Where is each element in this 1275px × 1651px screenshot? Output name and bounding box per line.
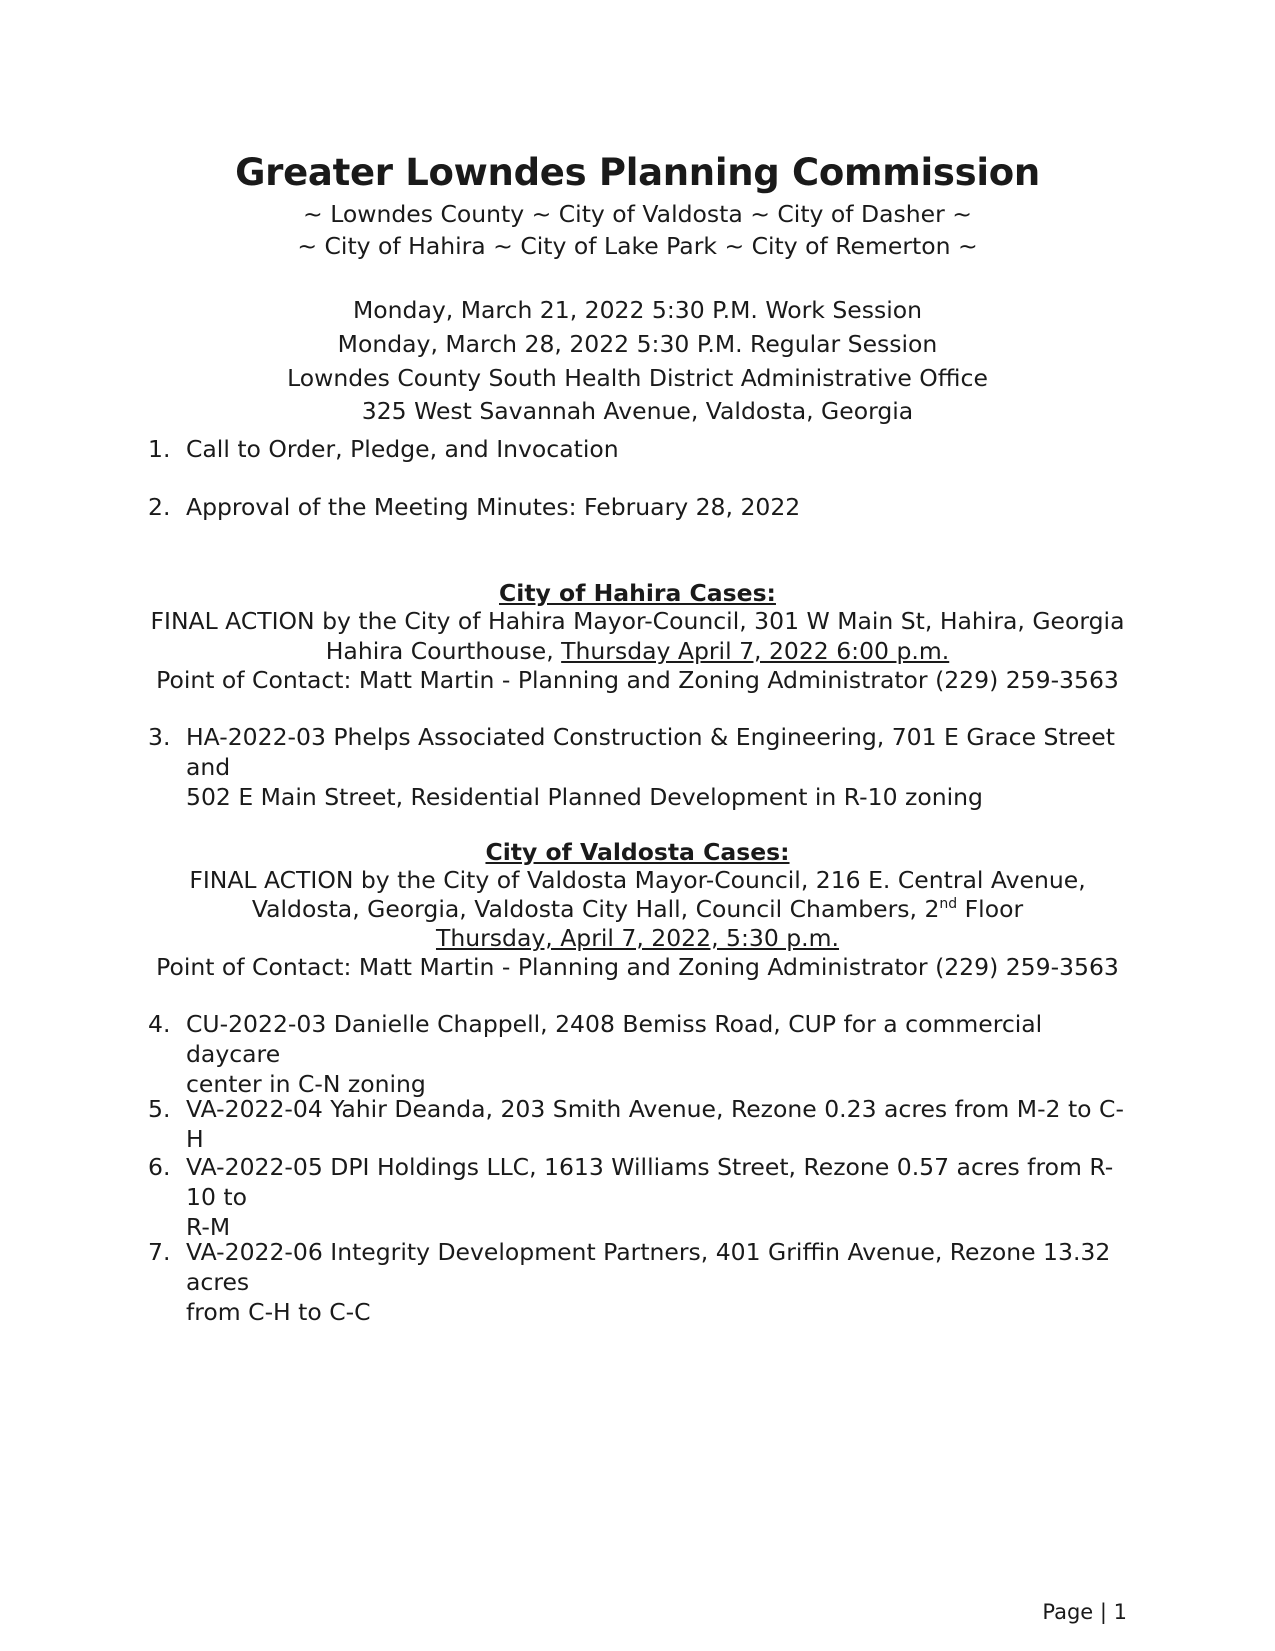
agenda-item-line-1: VA-2022-06 Integrity Development Partners, 401 Griffin Avenue, Rezone 13.32 acres — [186, 1238, 1111, 1296]
page-title: Greater Lowndes Planning Commission — [235, 151, 1040, 194]
agenda-item — [148, 722, 1138, 812]
agenda-item — [148, 1152, 1138, 1242]
valdosta-venue — [0, 894, 1275, 924]
valdosta-section-heading: City of Valdosta Cases: — [485, 838, 790, 866]
agenda-item-number: 1. — [148, 435, 171, 463]
valdosta-date-row — [0, 923, 1275, 953]
valdosta-venue-text: Valdosta, Georgia, Valdosta City Hall, Council Chambers, 2 — [251, 895, 940, 923]
agenda-item-number: 6. — [148, 1153, 171, 1181]
jurisdictions-line-1: ~ Lowndes County ~ City of Valdosta ~ City of Dasher ~ — [303, 200, 972, 228]
agenda-item-number: 4. — [148, 1010, 171, 1038]
work-session-date: Monday, March 21, 2022 5:30 P.M. Work Session — [352, 296, 922, 324]
hahira-meeting-date: Thursday April 7, 2022 6:00 p.m. — [561, 637, 950, 665]
agenda-item — [148, 1237, 1138, 1327]
page-number: Page | 1 — [1042, 1600, 1127, 1624]
meeting-location: Lowndes County South Health District Administrative Office — [287, 364, 988, 392]
valdosta-meeting-date: Thursday, April 7, 2022, 5:30 p.m. — [435, 924, 840, 952]
valdosta-contact: Point of Contact: Matt Martin - Planning and Zoning Administrator (229) 259-3563 — [156, 953, 1119, 981]
agenda-item-line-1: CU-2022-03 Danielle Chappell, 2408 Bemiss Road, CUP for a commercial daycare — [186, 1010, 1043, 1068]
agenda-item-number: 7. — [148, 1238, 171, 1266]
agenda-item-number: 5. — [148, 1095, 171, 1123]
agenda-item-line-1: VA-2022-05 DPI Holdings LLC, 1613 Williams Street, Rezone 0.57 acres from R-10 to — [186, 1153, 1114, 1211]
agenda-item — [148, 1094, 1138, 1154]
agenda-item-number: 3. — [148, 723, 171, 751]
agenda-item-line-2: 502 E Main Street, Residential Planned Development in R-10 zoning — [186, 783, 983, 811]
agenda-item — [148, 492, 1138, 522]
agenda-item-text: Approval of the Meeting Minutes: February 28, 2022 — [186, 493, 801, 521]
regular-session-date: Monday, March 28, 2022 5:30 P.M. Regular Session — [337, 330, 938, 358]
jurisdictions-line-2: ~ City of Hahira ~ City of Lake Park ~ City of Remerton ~ — [297, 232, 978, 260]
agenda-item-line-2: R-M — [186, 1213, 231, 1241]
meeting-address: 325 West Savannah Avenue, Valdosta, Georgia — [361, 397, 914, 425]
hahira-section-heading: City of Hahira Cases: — [499, 579, 776, 607]
agenda-item — [148, 434, 1138, 464]
agenda-item-line-1: HA-2022-03 Phelps Associated Construction & Engineering, 701 E Grace Street and — [186, 723, 1115, 781]
hahira-venue — [0, 636, 1275, 666]
valdosta-final-action: FINAL ACTION by the City of Valdosta Mayor-Council, 216 E. Central Avenue, — [189, 866, 1086, 894]
agenda-item-line-2: center in C-N zoning — [186, 1070, 426, 1098]
hahira-final-action: FINAL ACTION by the City of Hahira Mayor-Council, 301 W Main St, Hahira, Georgia — [150, 607, 1125, 635]
hahira-contact: Point of Contact: Matt Martin - Planning and Zoning Administrator (229) 259-3563 — [156, 666, 1119, 694]
agenda-item-line-2: from C-H to C-C — [186, 1298, 371, 1326]
agenda-item-number: 2. — [148, 493, 171, 521]
agenda-item-line-1: VA-2022-04 Yahir Deanda, 203 Smith Avenue, Rezone 0.23 acres from M-2 to C-H — [186, 1095, 1124, 1153]
valdosta-venue-floor: Floor — [957, 895, 1024, 923]
valdosta-venue-ordinal: nd — [939, 896, 958, 912]
agenda-item-text: Call to Order, Pledge, and Invocation — [186, 435, 619, 463]
hahira-venue-name: Hahira Courthouse, — [325, 637, 562, 665]
agenda-item — [148, 1009, 1138, 1099]
